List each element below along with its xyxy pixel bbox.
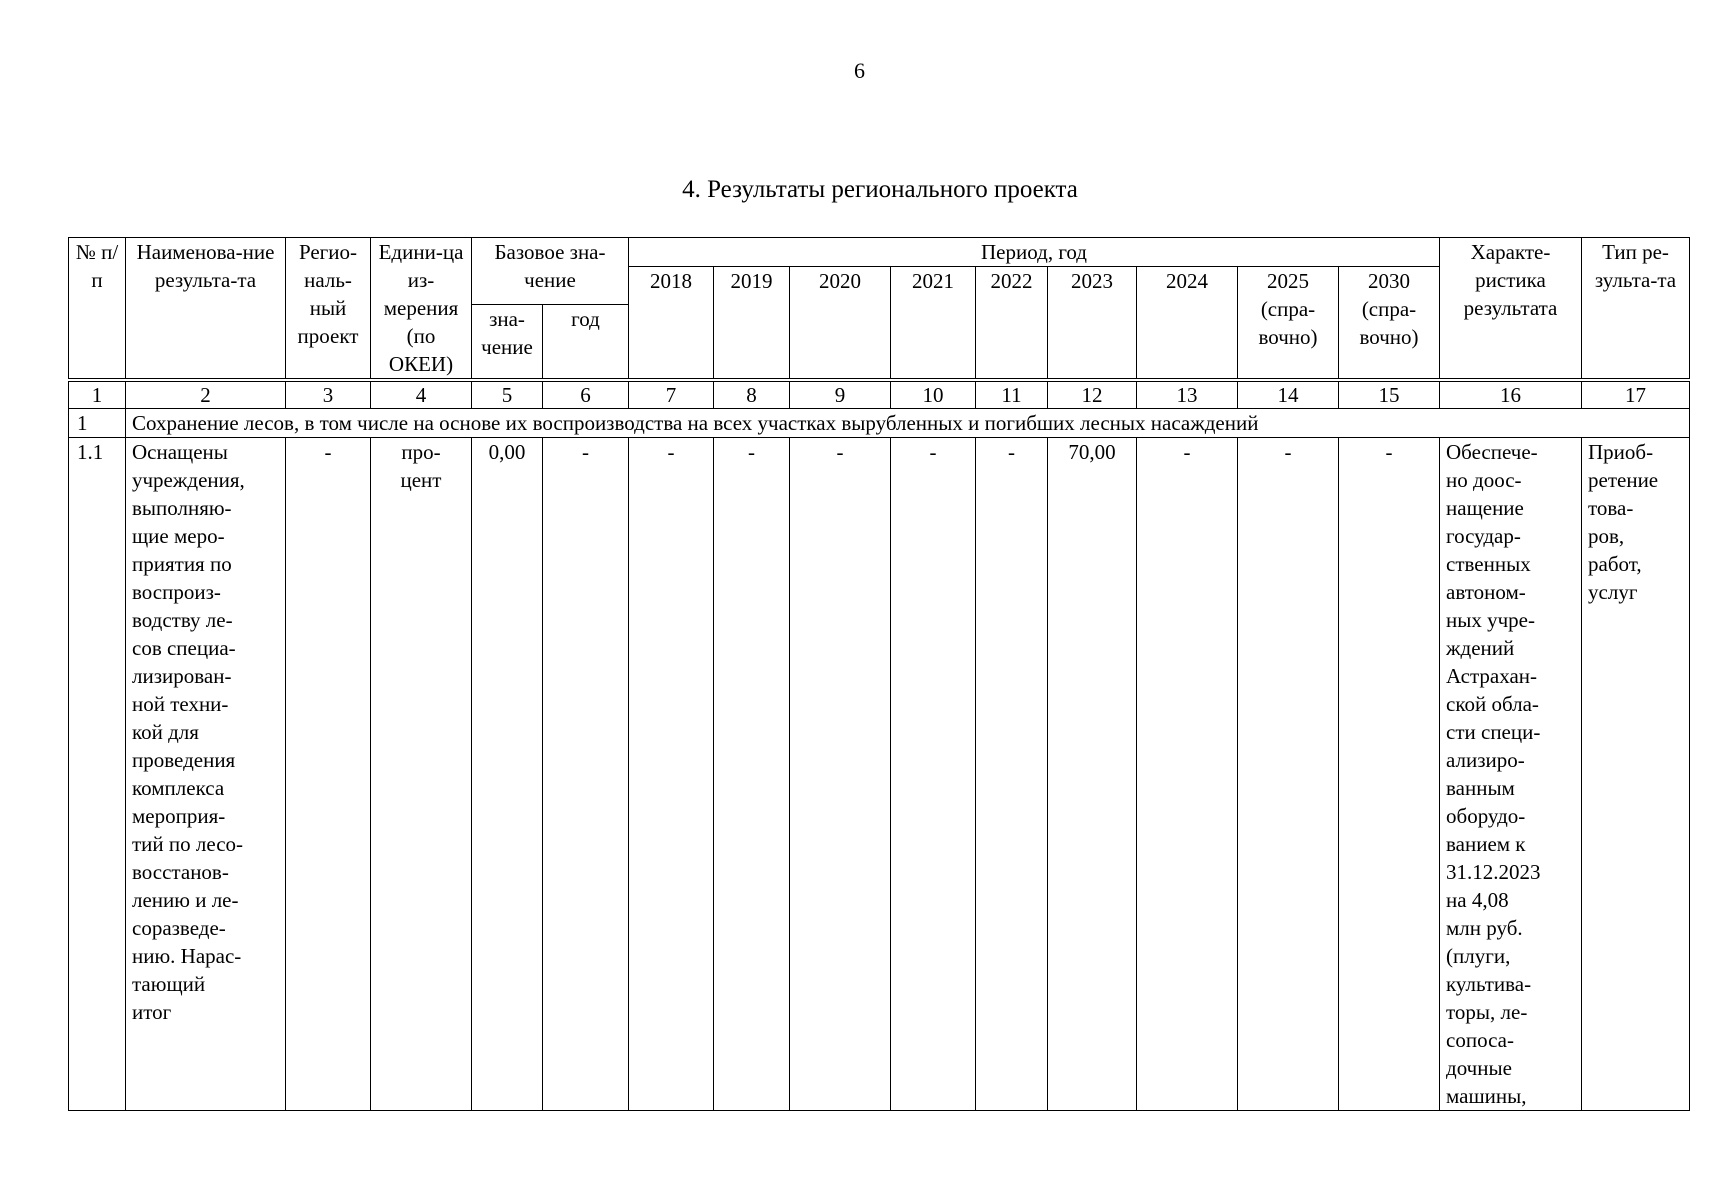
result-characteristic-line: машины, [1446,1084,1527,1108]
header-unit: Едини-ца из-мерения (по ОКЕИ) [371,238,472,381]
column-number: 1 [69,380,126,409]
result-characteristic-line: государ- [1446,524,1521,548]
result-characteristic-line: на 4,08 [1446,888,1509,912]
header-result-name: Наименова-ние результа-та [126,238,286,381]
result-name-line: проведения [132,748,236,772]
result-name-line: итог [132,1000,172,1024]
result-type [1582,438,1690,1111]
header-year-2019: 2019 [714,267,790,381]
result-type-line: услуг [1588,580,1638,604]
column-number: 3 [286,380,371,409]
result-value-2023: 70,00 [1048,438,1137,1111]
result-characteristic-line: нащение [1446,496,1524,520]
result-name-line: Оснащены [132,440,228,464]
header-characteristic: Характе-ристика результата [1440,238,1582,381]
column-number: 11 [976,380,1048,409]
goal-text: Сохранение лесов, в том числе на основе их воспроизводства на всех участках вырубленных и погибших лесных насаждений [126,409,1690,438]
result-name-line: кой для [132,720,199,744]
result-characteristic-line: сопоса- [1446,1028,1514,1052]
result-name-line: лизирован- [132,664,232,688]
section-title: 4. Результаты регионального проекта [682,176,1078,203]
column-number: 7 [629,380,714,409]
result-value-2022: - [976,438,1048,1111]
result-unit [371,438,472,1111]
result-number: 1.1 [69,438,126,1111]
result-type-line: работ, [1588,552,1642,576]
result-name-line: мероприя- [132,804,226,828]
result-characteristic-line: (плуги, [1446,944,1511,968]
result-characteristic-line: ванным [1446,776,1515,800]
result-characteristic-line: 31.12.2023 [1446,860,1541,884]
result-value-2024: - [1137,438,1238,1111]
result-name-line: щие меро- [132,524,225,548]
header-regional-project: Регио-наль-ный проект [286,238,371,381]
result-unit-line: цент [400,468,442,492]
result-name-line: нию. Нарас- [132,944,242,968]
column-number: 8 [714,380,790,409]
header-number: № п/п [69,238,126,381]
result-value-2025: - [1238,438,1339,1111]
result-value-2020: - [790,438,891,1111]
column-number: 12 [1048,380,1137,409]
result-characteristic-line: Обеспече- [1446,440,1538,464]
header-year-2023: 2023 [1048,267,1137,381]
result-value-2021: - [891,438,976,1111]
result-name-line: комплекса [132,776,225,800]
header-base-value: Базовое зна-чение [472,238,629,305]
result-name-line: приятия по [132,552,232,576]
result-characteristic-line: ализиро- [1446,748,1525,772]
result-type-line: ров, [1588,524,1625,548]
result-name-line: учреждения, [132,468,245,492]
result-value-2018: - [629,438,714,1111]
header-year-2030 [1339,267,1440,381]
result-name-line: тий по лесо- [132,832,244,856]
result-characteristic-line: торы, ле- [1446,1000,1528,1024]
result-base-value: 0,00 [472,438,543,1111]
results-table [68,237,1690,1111]
result-characteristic-line: оборудо- [1446,804,1526,828]
result-name-line: восстанов- [132,860,229,884]
result-name-line: ной техни- [132,692,229,716]
header-year-2021: 2021 [891,267,976,381]
header-row-1 [69,238,1690,267]
year-2030-note: (спра-вочно) [1359,297,1419,349]
result-characteristic [1440,438,1582,1111]
goal-row [69,409,1690,438]
column-number: 4 [371,380,472,409]
header-base-value-year: год [543,304,629,380]
result-characteristic-line: но доос- [1446,468,1522,492]
result-name-line: лению и ле- [132,888,239,912]
goal-number: 1 [69,409,126,438]
column-number: 14 [1238,380,1339,409]
result-characteristic-line: ных учре- [1446,608,1535,632]
result-type-line: Приоб- [1588,440,1654,464]
column-number: 15 [1339,380,1440,409]
result-characteristic-line: ванием к [1446,832,1526,856]
result-characteristic-line: ждений [1446,636,1515,660]
header-type: Тип ре-зульта-та [1582,238,1690,381]
result-characteristic-line: ской обла- [1446,692,1539,716]
column-number: 9 [790,380,891,409]
column-number: 10 [891,380,976,409]
header-year-2025 [1238,267,1339,381]
result-name-line: тающий [132,972,206,996]
result-type-line: това- [1588,496,1634,520]
result-characteristic-line: автоном- [1446,580,1526,604]
column-number: 2 [126,380,286,409]
column-number: 6 [543,380,629,409]
header-period: Период, год [629,238,1440,267]
result-characteristic-line: Астрахан- [1446,664,1538,688]
result-regional-project: - [286,438,371,1111]
result-value-2030: - [1339,438,1440,1111]
result-name-line: воспроиз- [132,580,221,604]
page-number: 6 [854,58,865,83]
result-name [126,438,286,1111]
year-2025-label: 2025 [1267,269,1309,293]
result-name-line: соразведе- [132,916,226,940]
header-base-value-value: зна-чение [472,304,543,380]
result-unit-line: про- [401,440,441,464]
result-characteristic-line: культива- [1446,972,1532,996]
header-year-2022: 2022 [976,267,1048,381]
result-base-year: - [543,438,629,1111]
result-characteristic-line: ственных [1446,552,1531,576]
column-number: 16 [1440,380,1582,409]
header-year-2024: 2024 [1137,267,1238,381]
column-number: 5 [472,380,543,409]
result-name-line: водству ле- [132,608,233,632]
column-number-row [69,380,1690,409]
header-year-2018: 2018 [629,267,714,381]
result-value-2019: - [714,438,790,1111]
column-number: 17 [1582,380,1690,409]
year-2025-note: (спра-вочно) [1258,297,1318,349]
result-name-line: выполняю- [132,496,232,520]
result-type-line: ретение [1588,468,1659,492]
result-characteristic-line: дочные [1446,1056,1512,1080]
result-characteristic-line: сти специ- [1446,720,1541,744]
header-year-2020: 2020 [790,267,891,381]
year-2030-label: 2030 [1368,269,1410,293]
column-number: 13 [1137,380,1238,409]
result-name-line: сов специа- [132,636,236,660]
result-row [69,438,1690,1111]
result-characteristic-line: млн руб. [1446,916,1523,940]
